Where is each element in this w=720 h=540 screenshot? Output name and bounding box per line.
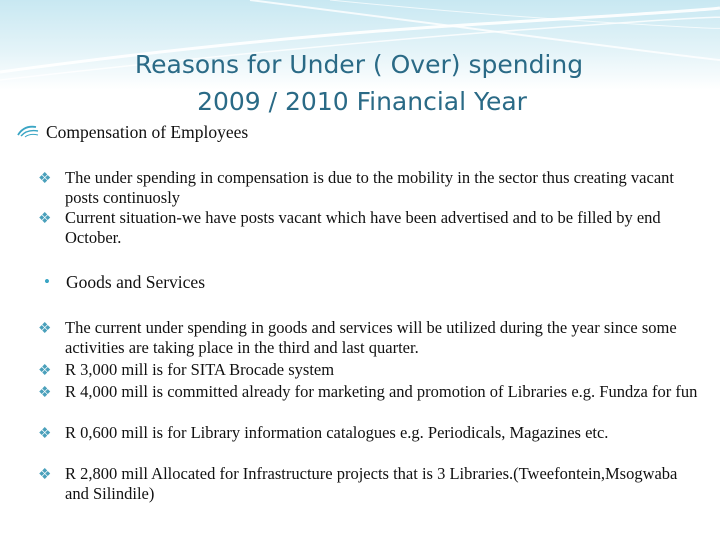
diamond-bullet-icon: ❖	[38, 467, 52, 483]
list-item	[38, 318, 698, 358]
list-item-text: The current under spending in goods and services will be utilized during the year since some activities are taking place in the third and last quarter.	[65, 318, 677, 357]
list-item	[38, 382, 698, 402]
list-item	[38, 208, 698, 248]
list-item-text: Current situation-we have posts vacant which have been advertised and to be filled by end October.	[65, 208, 661, 247]
diamond-bullet-icon: ❖	[38, 321, 52, 337]
wing-bullet-icon	[16, 122, 40, 142]
list-item	[38, 464, 698, 504]
section-heading-goods-services	[44, 272, 206, 293]
section-heading-text: Compensation of Employees	[46, 122, 249, 142]
list-item	[38, 423, 698, 443]
slide-title	[0, 46, 720, 120]
diamond-bullet-icon: ❖	[38, 363, 52, 379]
section-heading-compensation	[46, 122, 248, 143]
list-item-text: R 2,800 mill Allocated for Infrastructure projects that is 3 Libraries.(Tweefontein,Msogwaba and Silindile)	[65, 464, 678, 503]
list-item-text: R 4,000 mill is committed already for marketing and promotion of Libraries e.g. Fundza for fun	[65, 382, 698, 401]
list-item-text: R 0,600 mill is for Library information catalogues e.g. Periodicals, Magazines etc.	[65, 423, 609, 442]
title-line-2: 2009 / 2010 Financial Year	[197, 87, 527, 116]
diamond-bullet-icon: ❖	[38, 211, 52, 227]
list-item	[38, 168, 698, 208]
list-item	[38, 360, 698, 380]
diamond-bullet-icon: ❖	[38, 171, 52, 187]
diamond-bullet-icon: ❖	[38, 426, 52, 442]
round-bullet-icon: •	[44, 272, 50, 291]
diamond-bullet-icon: ❖	[38, 385, 52, 401]
list-item-text: R 3,000 mill is for SITA Brocade system	[65, 360, 335, 379]
title-line-1: Reasons for Under ( Over) spending	[134, 50, 584, 79]
section-heading-text: Goods and Services	[66, 272, 206, 292]
list-item-text: The under spending in compensation is due to the mobility in the sector thus creating vacant posts continuosly	[65, 168, 674, 207]
